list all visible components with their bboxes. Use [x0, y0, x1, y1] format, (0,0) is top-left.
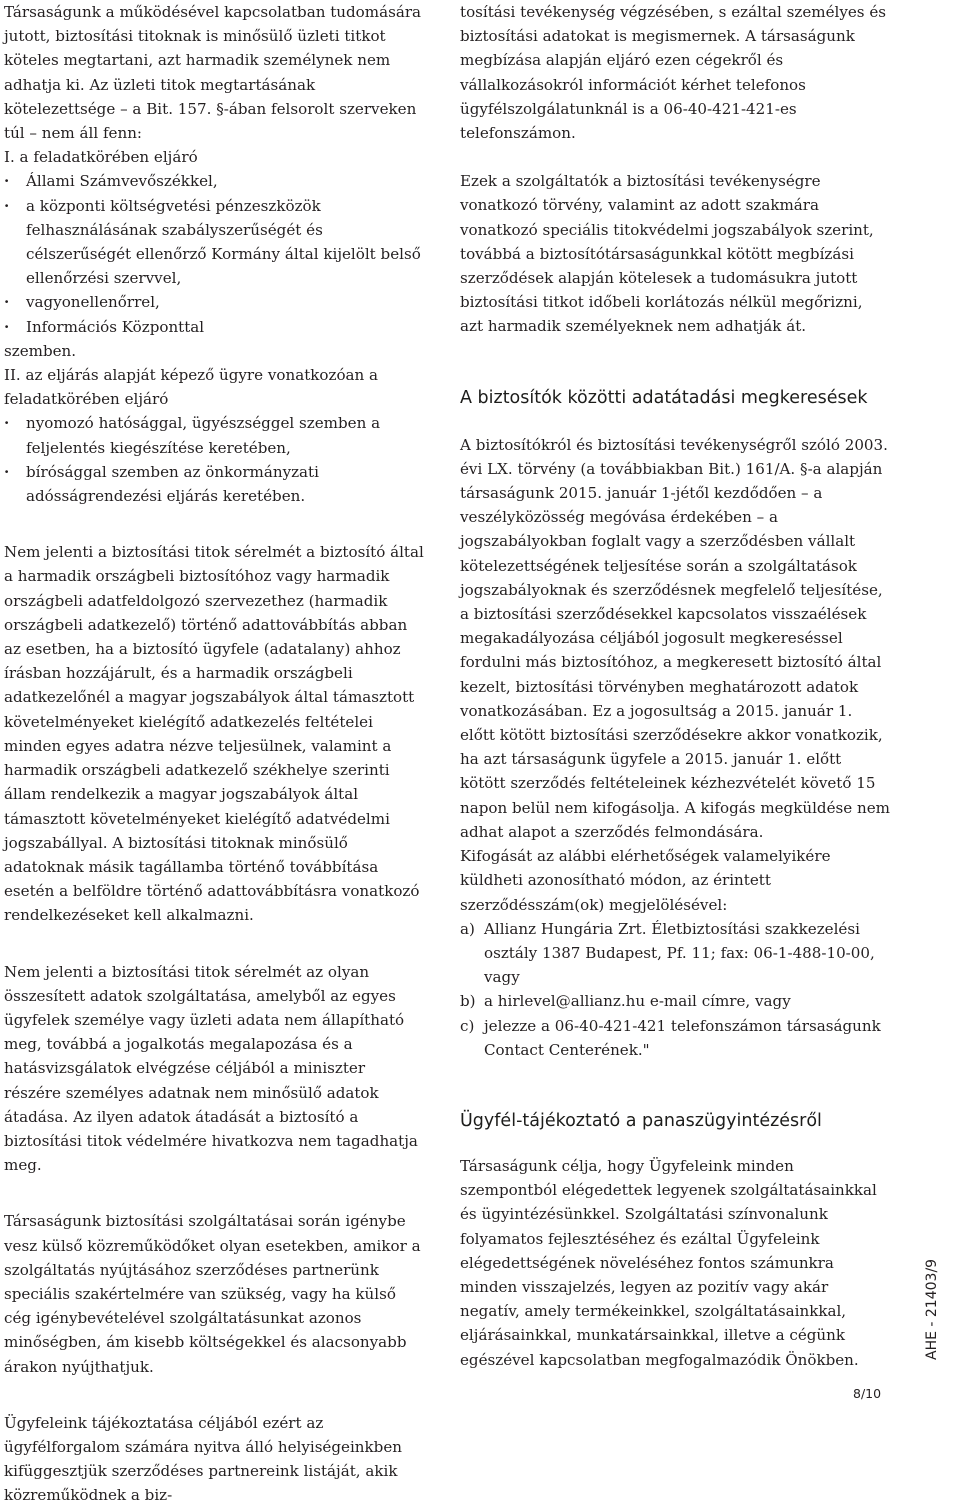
authority-list-i — [4, 169, 424, 338]
list-item: · bírósággal szemben az önkormányzati adósságrendezési eljárás keretében. — [4, 460, 424, 508]
contact-item — [460, 989, 890, 1013]
list-intro-ii: II. az eljárás alapját képező ügyre vonatkozóan a feladatkörében eljáró — [4, 366, 379, 409]
paragraph-partner-list: Ügyfeleink tájékoztatása céljából ezért az ügyfélforgalom számára nyitva álló helyiségeinkben kifüggesztjük szerződéses partnereink listáját, akik közreműködnek a biz- — [4, 1413, 402, 1505]
left-column — [4, 0, 424, 1508]
paragraph-partner-continued: tosítási tevékenység végzésében, s ezáltal személyes és biztosítási adatokat is megismernek. A társaságunk megbízása alapján eljáró ezen cégekről és vállalkozásokról információt kérhet telefonos ügyfélszolgálatunknál is a 06-40-421-421-es telefonszámon. — [460, 3, 887, 143]
list-item: · nyomozó hatósággal, ügyészséggel szemben a feljelentés kiegészítése keretében, — [4, 411, 424, 459]
contact-item — [460, 917, 890, 990]
contact-text: jelezze a 06-40-421-421 telefonszámon társaságunk Contact Centerének." — [484, 1016, 881, 1059]
item-marker: a) — [460, 919, 475, 938]
section-heading-data-requests: A biztosítók közötti adatátadási megkeresések — [460, 387, 868, 408]
contact-text: Allianz Hungária Zrt. Életbiztosítási szakkezelési osztály 1387 Budapest, Pf. 11; fax: 06-1-488-10-00, vagy — [484, 919, 875, 987]
list-item: · Információs Központtal — [4, 315, 424, 339]
list-intro-i: I. a feladatkörében eljáró — [4, 148, 198, 167]
paragraph-third-country: Nem jelenti a biztosítási titok sérelmét a biztosító által a harmadik országbeli biztosítóhoz vagy harmadik országbeli adatfeldolgozó szervezethez (harmadik országbeli adatkezelő) történő adattovábbítás abban az esetben, ha a biztosító ügyfele (adatalany) ahhoz írásban hozzájárult, és a harmadik országbeli adatkezelőnél a magyar jogszabályok által támasztott követelményeket kielégítő adatkezelés feltételei minden egyes adatra nézve teljesülnek, valamint a harmadik országbeli adatkezelő székhelye szerinti állam rendelkezik a magyar jogszabályok által támasztott követelményeket kielégítő adatvédelmi jogszabállyal. A biztosítási titoknak minősülő adatoknak másik tagállamba történő továbbítása esetén a belföldre történő adattovábbításra vonatkozó rendelkezéseket kell alkalmazni. — [4, 543, 424, 925]
list-item: · a központi költségvetési pénzeszközök felhasználásának szabályszerűségét és célszerűségét ellenőrző Kormány által kijelölt belső ellenőrzési szervvel, — [4, 194, 424, 291]
paragraph-aggregated-data: Nem jelenti a biztosítási titok sérelmét az olyan összesített adatok szolgáltatása, amelyből az egyes ügyfelek személye vagy üzleti adata nem állapítható meg, továbbá a jogalkotás megalapozása és a hatásvizsgálatok elvégzése céljából a miniszter részére személyes adatnak nem minősülő adatok átadása. Az ilyen adatok átadását a biztosító a biztosítási titok védelmére hivatkozva nem tagadhatja meg. — [4, 962, 418, 1175]
list-tail: szemben. — [4, 341, 77, 360]
item-marker: b) — [460, 992, 476, 1011]
contact-list — [460, 917, 890, 1062]
page-number: 8/10 — [853, 1386, 882, 1401]
list-item: · vagyonellenőrrel, — [4, 290, 424, 314]
contact-item — [460, 1014, 890, 1062]
paragraph-complaints: Társaságunk célja, hogy Ügyfeleink minden szempontból elégedettek legyenek szolgáltatásainkkal és ügyintézésünkkel. Szolgáltatási színvonalunk folyamatos fejlesztéséhez és ezáltal Ügyfeleink elégedettségének növeléséhez fontos számunkra minden visszajelzés, legyen az pozitív vagy akár negatív, amely termékeinkkel, szolgáltatásainkkal, eljárásainkkal, munkatársainkkal, illetve a cégünk egészével kapcsolatban megfogalmazódik Önökben. — [460, 1156, 877, 1369]
contact-text: a hirlevel@allianz.hu e-mail címre, vagy — [484, 992, 791, 1011]
paragraph-objection: Kifogását az alábbi elérhetőségek valamelyikére küldheti azonosítható módon, az érintett szerződésszám(ok) megjelölésével: — [460, 847, 831, 914]
right-column — [460, 0, 890, 1372]
paragraph-business-secret: Társaságunk a működésével kapcsolatban tudomására jutott, biztosítási titoknak is minősülő üzleti titkot köteles megtartani, azt harmadik személynek nem adhatja ki. Az üzleti titok megtartásának kötelezettsége – a Bit. 157. §-ában felsorolt szerveken túl – nem áll fenn: — [4, 3, 422, 143]
paragraph-external-partners: Társaságunk biztosítási szolgáltatásai során igénybe vesz külső közreműködőket olyan esetekben, amikor a szolgáltatás nyújtásához szerződéses partnerünk speciális szakértelmére van szükség, vagy ha külső cég igénybevételével szolgáltatásunkat azonos minőségben, ám kisebb költségekkel és alacsonyabb árakon nyújthatjuk. — [4, 1212, 421, 1376]
paragraph-confidentiality: Ezek a szolgáltatók a biztosítási tevékenységre vonatkozó törvény, valamint az adott szakmára vonatkozó speciális titokvédelmi jogszabályok szerint, továbbá a biztosítótársaságunkkal kötött megbízási szerződések alapján kötelesek a tudomásukra jutott biztosítási titkot időbeli korlátozás nélkül megőrizni, azt harmadik személyeknek nem adhatják át. — [460, 172, 874, 336]
list-item: · Állami Számvevőszékkel, — [4, 169, 424, 193]
paragraph-data-requests: A biztosítókról és biztosítási tevékenységről szóló 2003. évi LX. törvény (a továbbiakban Bit.) 161/A. §-a alapján társaságunk 2015. január 1-jétől kezdődően – a veszélyközösség megóvása érdekében – a jogszabályokban foglalt vagy a szerződésben vállalt kötelezettségének teljesítése során a szolgáltatások jogszabályoknak és szerződésnek megfelelő teljesítése, a biztosítási szerződésekkel kapcsolatos visszaélések megakadályozása céljából jogosult megkereséssel fordulni más biztosítóhoz, a megkeresett biztosító által kezelt, biztosítási törvényben meghatározott adatok vonatkozásában. Ez a jogosultság a 2015. január 1. előtt kötött biztosítási szerződésekre akkor vonatkozik, ha azt társaságunk ügyfele a 2015. január 1. előtt kötött szerződés feltételeinek kézhezvételét követő 15 napon belül nem kifogásolja. A kifogás megküldése nem adhat alapot a szerződés felmondására. — [460, 435, 890, 841]
section-heading-complaints: Ügyfél-tájékoztató a panaszügyintézésről — [460, 1110, 822, 1131]
item-marker: c) — [460, 1016, 475, 1035]
authority-list-ii — [4, 411, 424, 508]
document-code: AHE - 21403/9 — [924, 1258, 940, 1360]
